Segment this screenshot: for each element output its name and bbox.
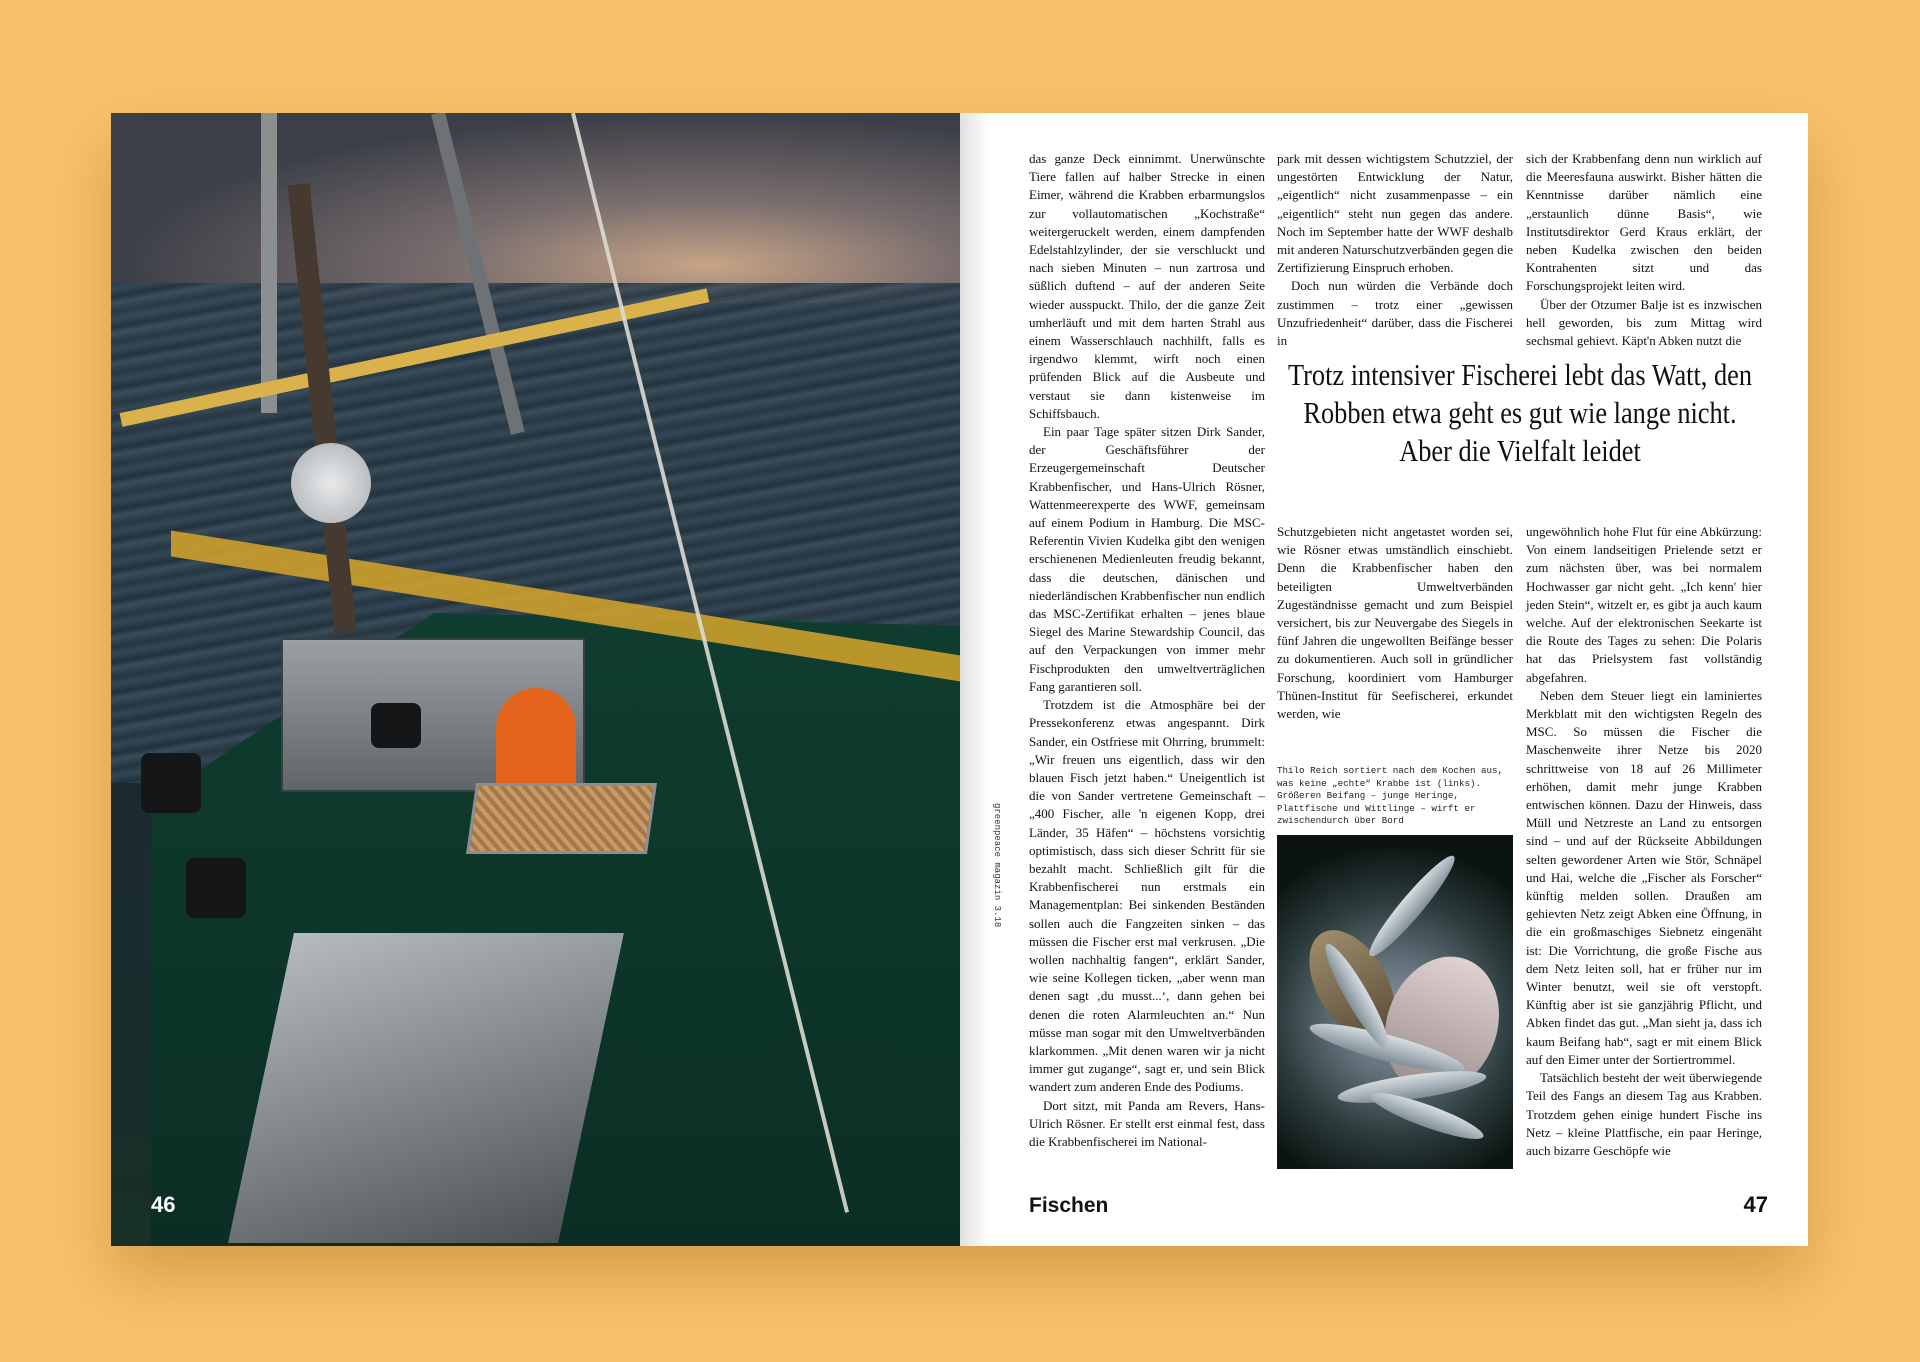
photo-mast: [261, 113, 277, 413]
photo-sky: [111, 113, 960, 303]
page-number: 46: [151, 1192, 176, 1217]
paragraph: sich der Krabbenfang denn nun wirklich auf die Meeresfauna auswirkt. Bisher hätten die Kenntnisse darüber nämlich eine „erstaunlich dünne Basis“, wie Institutsdirektor Gerd Kraus erklärt, der neben Kudelka zwischen den beiden Kontrahenten sitzt und das Forschungsprojekt leiten wird.: [1526, 151, 1762, 294]
paragraph: das ganze Deck einnimmt. Unerwünschte Tiere fallen auf halber Strecke in einen Eimer, während die Krabben erbarmungslos zur vollautomatischen „Kochstraße“ weitergeruckelt werden, einem dampfenden Edelstahlzylinder, der sie verschluckt und nach sieben Minuten – nun zartrosa und süßlich duftend – auf der anderen Seite wieder ausspuckt. Thilo, der die ganze Zeit umherläuft und mit dem harten Strahl aus einem Wasserschlauch nachhilft, falls es irgendwo klemmt, wirft noch einen prüfenden Blick auf die Ausbeute und verstaut sie dann kistenweise im Schiffsbauch.: [1029, 151, 1265, 421]
photo-bucket: [186, 858, 246, 918]
photo-life-raft: [291, 443, 371, 523]
magazine-issue-label: greenpeace magazin 3.18: [992, 803, 1002, 928]
paragraph: Doch nun würden die Verbände doch zustimmen – trotz einer „gewissen Unzufriedenheit“ darüber, dass die Fischerei in: [1277, 278, 1513, 349]
section-label: Fischen: [1029, 1194, 1109, 1217]
photo-bucket: [371, 703, 421, 748]
paragraph: Tatsächlich besteht der weit überwiegende Teil des Fangs an diesem Tag aus Krabben. Trotzdem gehen einige hundert Fische ins Netz – kleine Plattfische, ein paar Heringe, auch bizarre Geschöpfe wie: [1526, 1070, 1762, 1158]
text-column-2-top: [1277, 150, 1513, 350]
pull-quote: Trotz intensiver Fischerei lebt das Watt, den Robben etwa geht es gut wie lange nicht. Aber die Vielfalt leidet: [1287, 357, 1753, 468]
right-page-text: [960, 113, 1808, 1246]
text-column-2-bottom: [1277, 523, 1513, 723]
photo-shrimp-tray: [466, 783, 657, 854]
paragraph: Schutzgebieten nicht angetastet worden sei, wie Rösner etwas umständlich einschiebt. Denn die Krabbenfischer haben den beteiligten Umweltverbänden Zugeständnisse gemacht und zum Beispiel versichert, bis zur Neuvergabe des Siegels in fünf Jahren die ungewollten Beifänge besser zu dokumentieren. Auch soll in gründlicher Forschung, koordiniert vom Hamburger Thünen-Institut für Seefischerei, erkundet werden, wie: [1277, 524, 1513, 722]
paragraph: park mit dessen wichtigstem Schutzziel, der ungestörten Entwicklung der Natur, „eigentlich“ nicht zusammenpasse – ein „eigentlich“ steht nun gegen das andere. Noch im September hatte der WWF deshalb mit anderen Naturschutzverbänden gegen die Zertifizierung Einspruch erhoben.: [1277, 151, 1513, 276]
photo-herring: [1362, 849, 1462, 963]
text-column-1: [1029, 150, 1265, 1151]
text-column-3-top: [1526, 150, 1762, 350]
paragraph: Ein paar Tage später sitzen Dirk Sander, der Geschäftsführer der Erzeugergemeinschaft Deutscher Krabbenfischer, und Hans-Ulrich Rösner, Wattenmeerexperte des WWF, gemeinsam auf einem Podium in Hamburg. Die MSC-Referentin Vivien Kudelka gibt den wenigen erschienenen Medienleuten freudig bekannt, dass die deutschen, dänischen und niederländischen Krabbenfischer nun endlich das MSC-Zertifikat erhalten – jenes blaue Siegel des Marine Stewardship Council, das auf den Verpackungen von immer mehr Fischprodukten den umweltverträglichen Fang garantieren soll.: [1029, 424, 1265, 694]
left-page-photo: [111, 113, 960, 1246]
paragraph: ungewöhnlich hohe Flut für eine Abkürzung: Von einem landseitigen Prielende setzt er zum nächsten über, was bei normalem Hochwasser gar nicht geht. „Ich kenn' hier jeden Stein“, witzelt er, es gibt ja auch kaum welche. Auf der elektronischen Seekarte ist die Route des Tages zu sehen: Die Polaris hat das Prielsystem fast vollständig abgefahren.: [1526, 524, 1762, 685]
paragraph: Neben dem Steuer liegt ein laminiertes Merkblatt mit den wichtigsten Regeln des MSC. So müssen die Fischer die Maschenweite ihrer Netze bis 2020 schrittweise von 18 auf 26 Millimeter erhöhen, damit mehr junge Krabben entwischen können. Dazu der Hinweis, dass Müll und Netzreste an Land zu entsorgen sind – und auf der Rückseite Abbildungen selten gewordener Arten wie Stör, Schnäpel und Hai, welche die „Fischer als Forscher“ künftig melden sollen. Draußen am gehievten Netz zeigt Abken eine Öffnung, in die ein großmaschiges Siebnetz eingenäht ist: Die Vorrichtung, die große Fische aus dem Netz leiten soll, hat er früher nur im Winter benutzt, weil sie oft verstopft. Künftig aber ist sie ganzjährig Pflicht, und Abken findet das gut. „Man sieht ja, dass ich kaum Beifang hab“, sagt er mit einem Blick auf den Eimer unter der Sortiertrommel.: [1526, 687, 1762, 1067]
paragraph: Dort sitzt, mit Panda am Revers, Hans-Ulrich Rösner. Er stellt erst einmal fest, dass die Krabbenfischerei im National-: [1029, 1097, 1265, 1149]
fish-bucket-photo: [1277, 835, 1513, 1169]
paragraph: Trotzdem ist die Atmosphäre bei der Pressekonferenz etwas angespannt. Dirk Sander, ein Ostfriese mit Ohrring, brummelt: „Wir freuen uns eigentlich, dass wir den blauen Fisch jetzt haben.“ Uneigentlich ist die von Sander vertretene Gemeinschaft – „400 Fischer, alle 'n eigenen Kopp, drei Länder, 35 Häfen“ – höchstens vorsichtig optimistisch, dass sich dieser Schritt für sie bezahlt macht. Schließlich gilt für die Krabbenfischerei nun erstmals ein Managementplan: Bei sinkenden Beständen sollen auch die Fangzeiten sinken – das müssen die Fischer erst mal verkrusen. „Die wollen nachhaltig fangen“, erklärt Sander, wie seine Kollegen ticken, „aber wenn man denen sagt ‚du musst...‘, dann gehen bei denen die roten Alarmleuchten an.“ Nun müsse man sogar mit den Umweltverbänden klarkommen. „Mit denen waren wir ja nicht immer gut zugange“, sagt er, und sein Blick wandert zum anderen Ende des Podiums.: [1029, 697, 1265, 1095]
paragraph: Über der Otzumer Balje ist es inzwischen hell geworden, bis zum Mittag wird sechsmal gehievt. Käpt'n Abken nutzt die: [1526, 296, 1762, 349]
text-column-3-bottom: [1526, 523, 1762, 1160]
page-number: 47: [1743, 1192, 1768, 1217]
photo-bucket: [141, 753, 201, 813]
photo-caption: Thilo Reich sortiert nach dem Kochen aus, was keine „echte“ Krabbe ist (links). Größeren Beifang – junge Heringe, Plattfische und Wittlinge – wirft er zwischendurch über Bord: [1277, 765, 1504, 826]
photo-steam-cooker: [228, 933, 624, 1243]
magazine-spread: [111, 113, 1808, 1246]
